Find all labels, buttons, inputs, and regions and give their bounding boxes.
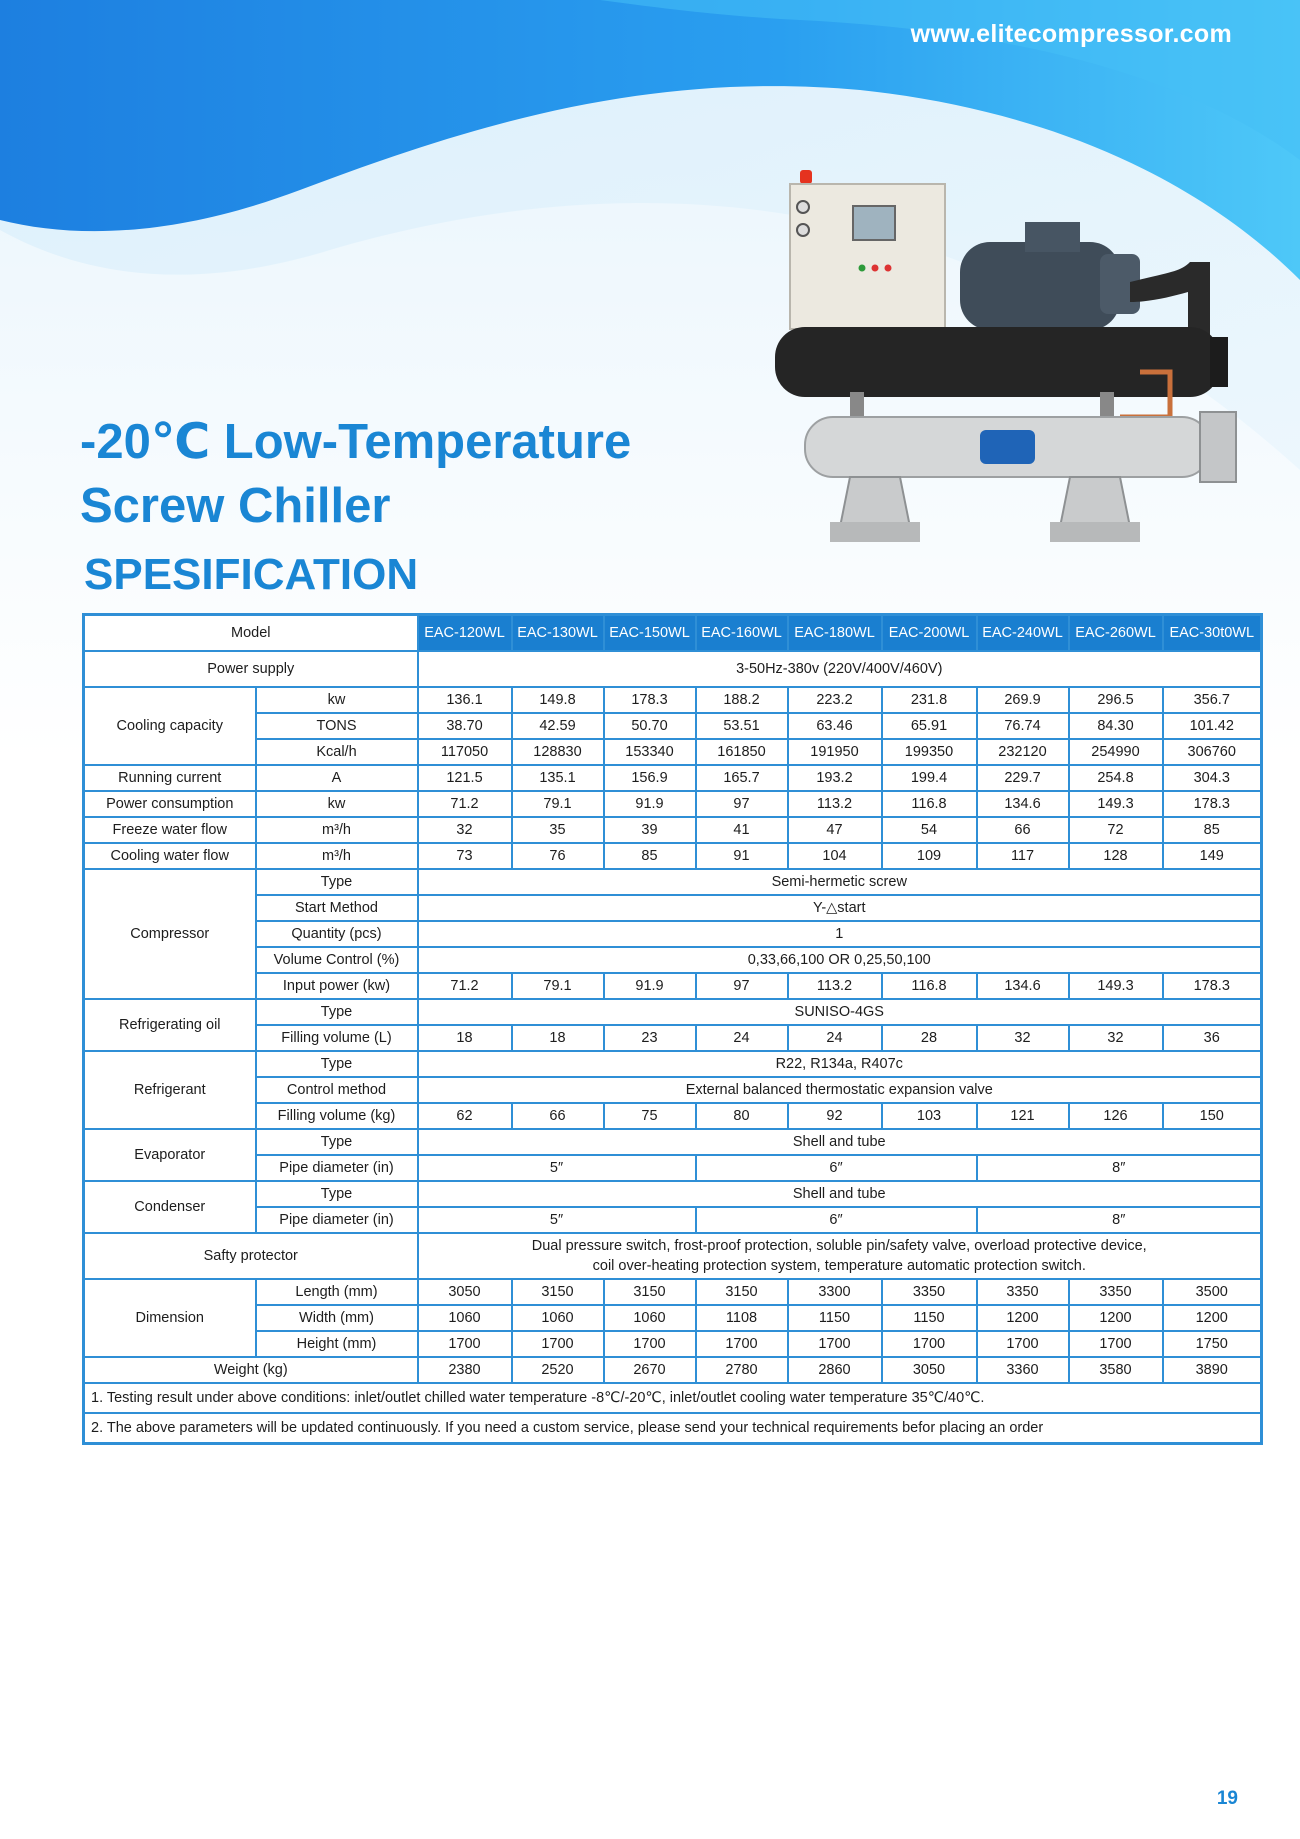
spanning-value: 3-50Hz-380v (220V/400V/460V) xyxy=(418,651,1262,687)
value-cell: 193.2 xyxy=(788,765,882,791)
value-cell: 71.2 xyxy=(418,973,512,999)
model-cell: EAC-130WL xyxy=(512,615,604,652)
sub-label: Type xyxy=(256,869,418,895)
table-row xyxy=(84,1357,1262,1383)
value-cell: 84.30 xyxy=(1069,713,1163,739)
value-cell: 1700 xyxy=(788,1331,882,1357)
value-cell: 128830 xyxy=(512,739,604,765)
value-cell: 113.2 xyxy=(788,973,882,999)
value-cell: 1700 xyxy=(418,1331,512,1357)
website-url: www.elitecompressor.com xyxy=(910,20,1232,48)
value-cell: 188.2 xyxy=(696,687,788,713)
value-cell: 3150 xyxy=(512,1279,604,1305)
value-cell: 149.3 xyxy=(1069,973,1163,999)
value-cell: 8″ xyxy=(977,1207,1262,1233)
value-cell: 1200 xyxy=(1069,1305,1163,1331)
value-cell: 156.9 xyxy=(604,765,696,791)
table-row xyxy=(84,843,1262,869)
model-cell: EAC-180WL xyxy=(788,615,882,652)
row-label: Safty protector xyxy=(84,1233,418,1279)
value-cell: 6″ xyxy=(696,1155,977,1181)
value-cell: 3300 xyxy=(788,1279,882,1305)
table-row xyxy=(84,1077,1262,1103)
unit-cell: A xyxy=(256,765,418,791)
value-cell: 3350 xyxy=(977,1279,1069,1305)
value-cell: 66 xyxy=(512,1103,604,1129)
value-cell: 91 xyxy=(696,843,788,869)
value-cell: 28 xyxy=(882,1025,977,1051)
value-cell: 2520 xyxy=(512,1357,604,1383)
unit-cell: kw xyxy=(256,687,418,713)
value-cell: 103 xyxy=(882,1103,977,1129)
model-row xyxy=(84,615,1262,652)
spanning-value: 1 xyxy=(418,921,1262,947)
value-cell: 32 xyxy=(418,817,512,843)
sub-label: Filling volume (kg) xyxy=(256,1103,418,1129)
value-cell: 23 xyxy=(604,1025,696,1051)
value-cell: 65.91 xyxy=(882,713,977,739)
value-cell: 153340 xyxy=(604,739,696,765)
sub-label: Start Method xyxy=(256,895,418,921)
value-cell: 161850 xyxy=(696,739,788,765)
table-row xyxy=(84,1051,1262,1077)
value-cell: 150 xyxy=(1163,1103,1262,1129)
row-label: Dimension xyxy=(84,1279,256,1357)
value-cell: 63.46 xyxy=(788,713,882,739)
sub-label: Volume Control (%) xyxy=(256,947,418,973)
value-cell: 1200 xyxy=(1163,1305,1262,1331)
value-cell: 1060 xyxy=(418,1305,512,1331)
value-cell: 92 xyxy=(788,1103,882,1129)
value-cell: 269.9 xyxy=(977,687,1069,713)
value-cell: 1700 xyxy=(977,1331,1069,1357)
value-cell: 165.7 xyxy=(696,765,788,791)
value-cell: 91.9 xyxy=(604,973,696,999)
row-label: Cooling water flow xyxy=(84,843,256,869)
value-cell: 66 xyxy=(977,817,1069,843)
table-row xyxy=(84,1305,1262,1331)
value-cell: 306760 xyxy=(1163,739,1262,765)
value-cell: 199.4 xyxy=(882,765,977,791)
value-cell: 18 xyxy=(418,1025,512,1051)
value-cell: 39 xyxy=(604,817,696,843)
table-row xyxy=(84,1207,1262,1233)
value-cell: 1060 xyxy=(604,1305,696,1331)
value-cell: 2380 xyxy=(418,1357,512,1383)
value-cell: 79.1 xyxy=(512,973,604,999)
page-number: 19 xyxy=(1216,1788,1238,1809)
row-label: Compressor xyxy=(84,869,256,999)
unit-cell: m³/h xyxy=(256,817,418,843)
value-cell: 3350 xyxy=(882,1279,977,1305)
row-label: Refrigerant xyxy=(84,1051,256,1129)
sub-label: Input power (kw) xyxy=(256,973,418,999)
value-cell: 178.3 xyxy=(1163,973,1262,999)
value-cell: 101.42 xyxy=(1163,713,1262,739)
row-label: Evaporator xyxy=(84,1129,256,1181)
sub-label: Filling volume (L) xyxy=(256,1025,418,1051)
value-cell: 36 xyxy=(1163,1025,1262,1051)
value-cell: 71.2 xyxy=(418,791,512,817)
table-row xyxy=(84,791,1262,817)
table-row xyxy=(84,947,1262,973)
value-cell: 104 xyxy=(788,843,882,869)
sub-label: Type xyxy=(256,1051,418,1077)
title-line-2: Screw Chiller xyxy=(80,479,391,533)
value-cell: 80 xyxy=(696,1103,788,1129)
model-cell: EAC-200WL xyxy=(882,615,977,652)
value-cell: 229.7 xyxy=(977,765,1069,791)
value-cell: 75 xyxy=(604,1103,696,1129)
sub-label: Type xyxy=(256,1129,418,1155)
value-cell: 32 xyxy=(977,1025,1069,1051)
value-cell: 134.6 xyxy=(977,791,1069,817)
table-row xyxy=(84,999,1262,1025)
value-cell: 54 xyxy=(882,817,977,843)
table-row xyxy=(84,765,1262,791)
safety-line-2: coil over-heating protection system, temperature automatic protection switch. xyxy=(592,1258,1086,1274)
value-cell: 72 xyxy=(1069,817,1163,843)
value-cell: 5″ xyxy=(418,1207,696,1233)
safety-line-1: Dual pressure switch, frost-proof protection, soluble pin/safety valve, overload protective device, xyxy=(531,1238,1147,1254)
table-row xyxy=(84,895,1262,921)
note-row xyxy=(84,1413,1262,1444)
value-cell: 38.70 xyxy=(418,713,512,739)
table-row xyxy=(84,1103,1262,1129)
value-cell: 149.8 xyxy=(512,687,604,713)
safety-description xyxy=(418,1233,1262,1279)
value-cell: 97 xyxy=(696,791,788,817)
spanning-value: SUNISO-4GS xyxy=(418,999,1262,1025)
value-cell: 356.7 xyxy=(1163,687,1262,713)
row-label: Freeze water flow xyxy=(84,817,256,843)
value-cell: 3890 xyxy=(1163,1357,1262,1383)
table-row xyxy=(84,713,1262,739)
model-cell: EAC-260WL xyxy=(1069,615,1163,652)
table-row xyxy=(84,921,1262,947)
value-cell: 76 xyxy=(512,843,604,869)
value-cell: 79.1 xyxy=(512,791,604,817)
model-cell: EAC-240WL xyxy=(977,615,1069,652)
value-cell: 97 xyxy=(696,973,788,999)
value-cell: 1750 xyxy=(1163,1331,1262,1357)
value-cell: 3150 xyxy=(604,1279,696,1305)
unit-cell: Kcal/h xyxy=(256,739,418,765)
value-cell: 2670 xyxy=(604,1357,696,1383)
value-cell: 3050 xyxy=(418,1279,512,1305)
table-row xyxy=(84,1279,1262,1305)
value-cell: 1700 xyxy=(882,1331,977,1357)
value-cell: 296.5 xyxy=(1069,687,1163,713)
spanning-value: 0,33,66,100 OR 0,25,50,100 xyxy=(418,947,1262,973)
value-cell: 41 xyxy=(696,817,788,843)
table-row xyxy=(84,869,1262,895)
sub-label: Pipe diameter (in) xyxy=(256,1155,418,1181)
value-cell: 1700 xyxy=(512,1331,604,1357)
value-cell: 3500 xyxy=(1163,1279,1262,1305)
value-cell: 116.8 xyxy=(882,791,977,817)
value-cell: 1700 xyxy=(696,1331,788,1357)
spanning-value: External balanced thermostatic expansion valve xyxy=(418,1077,1262,1103)
value-cell: 47 xyxy=(788,817,882,843)
row-label: Power consumption xyxy=(84,791,256,817)
value-cell: 117 xyxy=(977,843,1069,869)
value-cell: 62 xyxy=(418,1103,512,1129)
value-cell: 113.2 xyxy=(788,791,882,817)
spanning-value: Y-△start xyxy=(418,895,1262,921)
value-cell: 42.59 xyxy=(512,713,604,739)
value-cell: 1700 xyxy=(1069,1331,1163,1357)
value-cell: 8″ xyxy=(977,1155,1262,1181)
value-cell: 85 xyxy=(604,843,696,869)
value-cell: 304.3 xyxy=(1163,765,1262,791)
row-label: Weight (kg) xyxy=(84,1357,418,1383)
value-cell: 24 xyxy=(696,1025,788,1051)
value-cell: 135.1 xyxy=(512,765,604,791)
value-cell: 121.5 xyxy=(418,765,512,791)
value-cell: 85 xyxy=(1163,817,1262,843)
value-cell: 1150 xyxy=(882,1305,977,1331)
row-label: Refrigerating oil xyxy=(84,999,256,1051)
value-cell: 178.3 xyxy=(1163,791,1262,817)
table-row xyxy=(84,817,1262,843)
unit-cell: m³/h xyxy=(256,843,418,869)
value-cell: 117050 xyxy=(418,739,512,765)
value-cell: 2780 xyxy=(696,1357,788,1383)
value-cell: 3350 xyxy=(1069,1279,1163,1305)
value-cell: 32 xyxy=(1069,1025,1163,1051)
value-cell: 3050 xyxy=(882,1357,977,1383)
model-cell: EAC-30t0WL xyxy=(1163,615,1262,652)
table-row xyxy=(84,739,1262,765)
value-cell: 231.8 xyxy=(882,687,977,713)
value-cell: 254.8 xyxy=(1069,765,1163,791)
value-cell: 134.6 xyxy=(977,973,1069,999)
value-cell: 5″ xyxy=(418,1155,696,1181)
value-cell: 1200 xyxy=(977,1305,1069,1331)
sub-label: Type xyxy=(256,999,418,1025)
sub-label: Control method xyxy=(256,1077,418,1103)
value-cell: 1150 xyxy=(788,1305,882,1331)
spanning-value: Semi-hermetic screw xyxy=(418,869,1262,895)
sub-label: Pipe diameter (in) xyxy=(256,1207,418,1233)
model-cell: EAC-160WL xyxy=(696,615,788,652)
value-cell: 191950 xyxy=(788,739,882,765)
row-label: Power supply xyxy=(84,651,418,687)
value-cell: 232120 xyxy=(977,739,1069,765)
value-cell: 1060 xyxy=(512,1305,604,1331)
model-cell: EAC-120WL xyxy=(418,615,512,652)
value-cell: 50.70 xyxy=(604,713,696,739)
power-supply-row xyxy=(84,651,1262,687)
sub-label: Type xyxy=(256,1181,418,1207)
spanning-value: Shell and tube xyxy=(418,1129,1262,1155)
spanning-value: R22, R134a, R407c xyxy=(418,1051,1262,1077)
note-row xyxy=(84,1383,1262,1413)
value-cell: 178.3 xyxy=(604,687,696,713)
value-cell: 109 xyxy=(882,843,977,869)
value-cell: 3150 xyxy=(696,1279,788,1305)
value-cell: 53.51 xyxy=(696,713,788,739)
value-cell: 3360 xyxy=(977,1357,1069,1383)
unit-cell: kw xyxy=(256,791,418,817)
page-title xyxy=(80,410,631,538)
value-cell: 3580 xyxy=(1069,1357,1163,1383)
value-cell: 1108 xyxy=(696,1305,788,1331)
table-row xyxy=(84,1331,1262,1357)
sub-label: Width (mm) xyxy=(256,1305,418,1331)
table-row xyxy=(84,1155,1262,1181)
footnote-2: 2. The above parameters will be updated continuously. If you need a custom service, please send your technical requirements befor placing an order xyxy=(84,1413,1262,1444)
table-row xyxy=(84,1025,1262,1051)
value-cell: 126 xyxy=(1069,1103,1163,1129)
value-cell: 1700 xyxy=(604,1331,696,1357)
value-cell: 35 xyxy=(512,817,604,843)
sub-label: Quantity (pcs) xyxy=(256,921,418,947)
value-cell: 136.1 xyxy=(418,687,512,713)
row-label: Condenser xyxy=(84,1181,256,1233)
section-heading: SPESIFICATION xyxy=(84,550,419,599)
value-cell: 223.2 xyxy=(788,687,882,713)
value-cell: 128 xyxy=(1069,843,1163,869)
value-cell: 116.8 xyxy=(882,973,977,999)
spanning-value: Shell and tube xyxy=(418,1181,1262,1207)
value-cell: 199350 xyxy=(882,739,977,765)
value-cell: 149 xyxy=(1163,843,1262,869)
table-row xyxy=(84,687,1262,713)
table-row xyxy=(84,1181,1262,1207)
table-row xyxy=(84,1129,1262,1155)
value-cell: 149.3 xyxy=(1069,791,1163,817)
table-row xyxy=(84,1233,1262,1279)
value-cell: 121 xyxy=(977,1103,1069,1129)
value-cell: 24 xyxy=(788,1025,882,1051)
value-cell: 91.9 xyxy=(604,791,696,817)
sub-label: Length (mm) xyxy=(256,1279,418,1305)
table-row xyxy=(84,973,1262,999)
value-cell: 254990 xyxy=(1069,739,1163,765)
row-label: Cooling capacity xyxy=(84,687,256,765)
value-cell: 73 xyxy=(418,843,512,869)
value-cell: 2860 xyxy=(788,1357,882,1383)
specification-table xyxy=(82,613,1263,1445)
footnote-1: 1. Testing result under above conditions: inlet/outlet chilled water temperature -8℃/-20℃, inlet/outlet cooling water temperature 35℃/40℃. xyxy=(84,1383,1262,1413)
model-cell: EAC-150WL xyxy=(604,615,696,652)
sub-label: Height (mm) xyxy=(256,1331,418,1357)
value-cell: 76.74 xyxy=(977,713,1069,739)
unit-cell: TONS xyxy=(256,713,418,739)
value-cell: 18 xyxy=(512,1025,604,1051)
model-label: Model xyxy=(84,615,418,652)
row-label: Running current xyxy=(84,765,256,791)
title-line-1: -20℃ Low-Temperature xyxy=(80,415,632,469)
screw-chiller-image xyxy=(770,162,1270,562)
value-cell: 6″ xyxy=(696,1207,977,1233)
